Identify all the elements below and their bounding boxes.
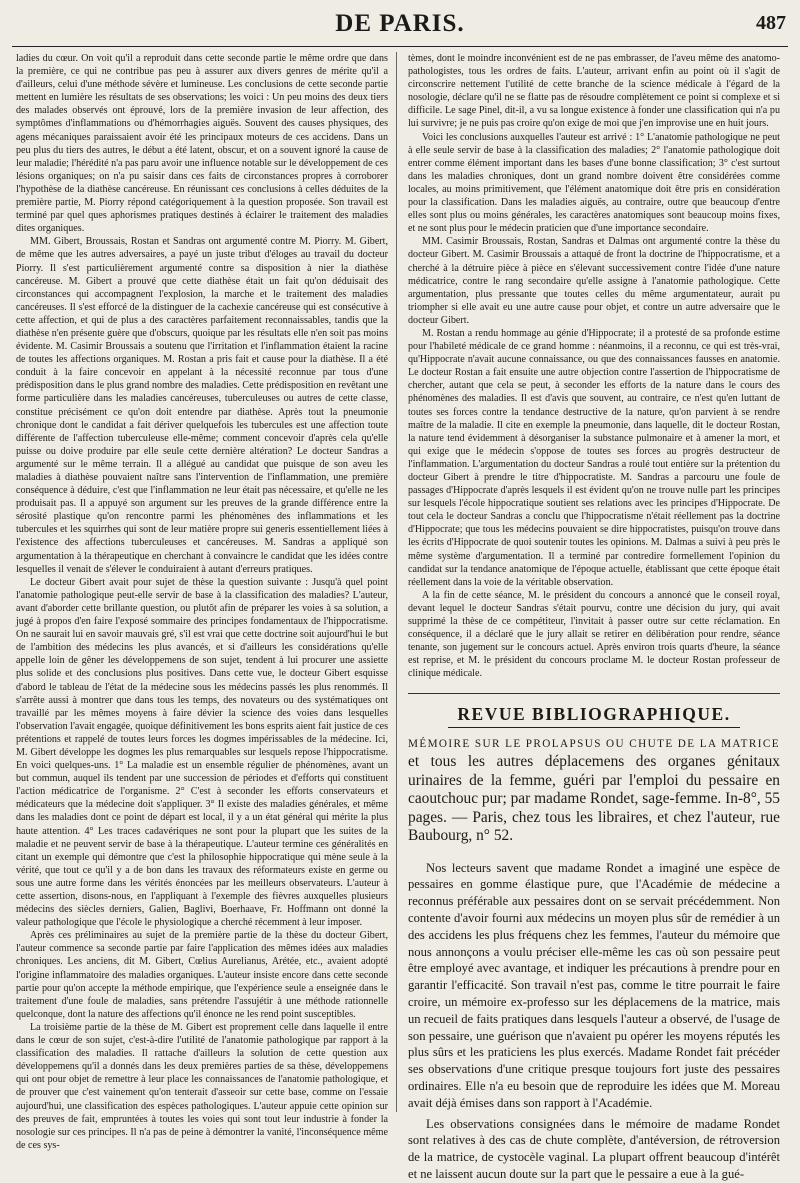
right-paragraph: Voici les conclusions auxquelles l'auteur est arrivé : 1° L'anatomie pathologique ne peut à elle seule servir de base à la classification des maladies; 2° l'anatomie pathologique doit entrer comme élément important dans les bases d'une bonne classification; 3° c'est surtout dans les maladies chroniques, dont un grand nombre doivent être considérées comme locales, au moins primitivement, que l'élément anatomique doit être pris en considération pour la classification. Dans les maladies aiguës, au contraire, outre que beaucoup d'entre elles sont plus ou moins générales, les caractères anatomiques sont beaucoup moins fixes, et ne sont plus pour le médecin praticien que d'une importance secondaire. [408, 131, 780, 235]
right-column [408, 52, 780, 1181]
book-title [408, 734, 780, 846]
review-body [408, 860, 780, 1183]
section-title-underline [448, 727, 740, 728]
section-title: REVUE BIBLIOGRAPHIQUE. [457, 703, 731, 724]
column-divider [396, 52, 397, 1112]
review-paragraph: Les observations consignées dans le mémoire de madame Rondet sont relatives à des cas de chute complète, d'antéversion, de rétroversion de la matrice, de cystocèle vaginal. La plupart offrent beaucoup d'intérêt et ne laissent aucun doute sur la part que le pessaire a eue à la gué- [408, 1116, 780, 1181]
book-title-rest: et tous les autres déplacemens des organes génitaux urinaires de la femme, guéri par l'emploi du pessaire en caoutchouc pur; par madame Rondet, sage-femme. In-8°, 55 pages. — Paris, chez tous les libraires, et chez l'auteur, rue Baubourg, n° 52. [408, 753, 780, 845]
right-paragraph: M. Rostan a rendu hommage au génie d'Hippocrate; il a protesté de sa profonde estime pour l'habileté médicale de ce grand homme : néanmoins, il a reconnu, ce qui est très-vrai, qu'Hippocrate n'avait aucune connaissance, ou que des connaissances fausses en anatomie. Le docteur Rostan a fait ensuite une autre objection contre l'assertion de l'hippocratisme de chercher, autant que cela se peut, à seconder les efforts de la nature dans le cours des phénomènes des maladies. Il est d'avis que souvent, au contraire, ce n'est qu'en luttant de toutes ses forces contre la tendance destructive de la nature, qu'on parvient à se rendre maître de la maladie. Il cite en exemple la pneumonie, dans laquelle, dit le docteur Rostan, la nature tend évidemment à désorganiser la substance pulmonaire et à amener la mort, et qui exige que le médecin s'oppose de toutes ses forces au progrès destructeur de l'inflammation. L'argumentation du docteur Sandras a roulé tout entière sur la prétention du docteur Gibert à prendre le titre d'hippocratiste. M. Sandras a parcouru une foule de passages d'Hippocrate d'après lesquels il est évident qu'on ne trouve nulle part les principes sur lesquels l'école hippocratique soutient ses relations avec les principes d'Hippocrate. De tout cela le docteur Sandras a conclu que l'hippocratisme n'était réellement pas la doctrine d'Hippocrate; que tous les médecins pouvaient se dire hippocratistes, puisqu'on trouve dans les écrits d'Hippocrate de quoi soutenir toutes les opinions. M. Dalmas a suivi à peu près le même système d'argumentation. Il a terminé par contredire formellement l'opinion du candidat sur la tendance anatomique de l'époque actuelle, établissant que cette époque était réellement dans la voie de la véritable observation. [408, 327, 780, 588]
header-rule [12, 46, 788, 47]
left-paragraph: Après ces préliminaires au sujet de la première partie de la thèse du docteur Gibert, l'auteur commence sa seconde partie par faire l'application des mêmes idées aux maladies chroniques. Les anciens, dit M. Gibert, Cœlius Aurelianus, Arétée, etc., avaient adopté l'origine inflammatoire des maladies organiques. L'auteur insiste encore dans cette seconde partie pour qu'on accepte la méthode empirique, que l'expérience seule a enseignée dans le traitement d'une foule de maladies, sans prétendre l'assujétir à une méthode rationnelle quelconque, dont la nature des affections qu'il énonce ne les rend point susceptibles. [16, 930, 388, 1020]
right-paragraph: MM. Casimir Broussais, Rostan, Sandras et Dalmas ont argumenté contre la thèse du docteur Gibert. M. Casimir Broussais a attaqué de front la doctrine de l'hippocratisme, et a cherché à la détruire pièce à pièce en s'élevant successivement contre l'idée d'une nature médicatrice, contre le rang secondaire qu'elle assigne à l'anatomie pathologique. Cette argumentation, plus pressante que toutes celles du même argumentateur, aurait pu triompher si elle avait eu une autre cause pour objet, et contre un autre adversaire que le docteur Gibert. [408, 236, 780, 326]
left-paragraph: Le docteur Gibert avait pour sujet de thèse la question suivante : Jusqu'à quel point l'anatomie pathologique peut-elle servir de base à la classification des maladies? L'auteur, avant d'aborder cette brillante question, ou plutôt afin de préparer les voies à sa solution, a jugé à propos d'en faire l'exposé sommaire des principes fondamentaux de l'hippocratisme. On ne saurait lui en savoir mauvais gré, s'il est vrai que cette doctrine soit aujourd'hui le but de l'ambition des médecins les plus avancés, et si d'ailleurs les considérations qu'elle appelle loin de gêner les développemens de son sujet, tendent à lui procurer une assiette plus solide et des conclusions plus positives. Dans cette vue, le docteur Gibert esquisse d'abord le tableau de l'état de la médecine sous les médecins passés les plus renommés. Il s'arrête aussi à montrer que dans tous les temps, des novateurs ou des systématiques ont travaillé par les mêmes moyens à faire dévier la science des voies dans lesquelles l'observation l'avait engagée, quoique définitivement les bons esprits aient fait justice de ces prétentions et rappelé de toutes leurs forces les dogmes impérissables de la médecine. Ici, M. Gibert développe les dogmes les plus remarquables sur lesquels repose l'hippocratisme. En voici quelques-uns. 1° La maladie est un ensemble régulier de phénomènes, avant un but commun, auquel ils tendent par une succession de périodes et d'efforts qui constituent l'action médicatrice de l'organisme. 2° C'est à seconder les efforts conservateurs et médicateurs que la médecine doit s'appliquer. 3° Il existe des maladies générales, et même dans les maladies dont ce point de départ est local, il y a un état général qui mérite la plus haute attention. 4° Les traces cadavériques ne sont pour la plupart que les suites de la maladie et ne peuvent servir de base à la thérapeutique. L'auteur termine ces généralités en citant un exemple qui démontre que c'est la philosophie hippocratique qui mène seule à la vérité, que tout ce qu'il y a de bon dans les travaux des réformateurs existe en germe ou sous une autre forme dans les vérités énoncées par les meilleurs observateurs. L'auteur à cette assertion, disons-nous, en l'appliquant à l'exemple des fièvres auxquelles plusieurs médecins des siècles derniers, Galien, Baglivi, Boerhaave, Fr. Hoffmann ont donné la valeur pathologique que l'école le physiologique a cherché récemment à leur imposer. [16, 576, 388, 929]
left-paragraph: La troisième partie de la thèse de M. Gibert est proprement celle dans laquelle il entre dans le cœur de son sujet, c'est-à-dire l'utilité de l'anatomie pathologique par rapport à la classification des maladies. Il rattache d'ailleurs la solution de cette question aux développemens qu'il a donnés dans les deux premières parties de sa thèse, développemens qui ont pour objet de remettre à leur place les connaissances de l'anatomie pathologique, et de prouver que c'est vainement qu'on tenterait d'asseoir sur cette base, comme on l'essaie aujourd'hui, une classification des espèces pathologiques. L'auteur appuie cette opinion sur des preuves de fait, empruntées à toutes les voies qui sont tout leur industrie à fonder la nosologie sur ces principes. Il n'a pas de peine à démontrer la vanité, l'inconséquence même de ces sys- [16, 1021, 388, 1151]
page-header [0, 0, 800, 46]
right-paragraph: A la fin de cette séance, M. le président du concours a annoncé que le conseil royal, devant lequel le docteur Sandras s'était pourvu, contre une décision du jury, qui avait supprimé la thèse de ce compétiteur, l'invitait à passer outre sur cette réclamation. En conséquence, il a déclaré que le jury allait se retirer en délibération pour rendre, séance tenante, son jugement sur le concours actuel. Après environ trois quarts d'heure, la séance est reprise, et M. le président du concours proclame M. le docteur Rostan professeur de clinique médicale. [408, 589, 780, 680]
bibliographic-review [408, 693, 780, 1183]
running-title: DE PARIS. [335, 10, 465, 37]
left-column [16, 52, 388, 1151]
left-paragraph: ladies du cœur. On voit qu'il a reproduit dans cette seconde partie le même ordre que dans la première, ce qui ne contribue pas peu à assurer aux divers genres de mérite qu'il a d'ailleurs, celui d'une méthode sévère et lumineuse. Les conclusions de cette seconde partie mettent en lumière les résultats de ses observations; les voici : Un peu moins des deux tiers des malades observés ont éprouvé, lors de la première invasion de leur affection, des symptômes d'inflammations ou d'hémorrhagies aiguës. Souvent des causes physiques, des agens mécaniques paraissaient avoir été les principaux moteurs de ces accidens. Dans un peu plus du tiers des autres, le début a été latent, obscur, et on a souvent ignoré la cause de leur maladie; l'hérédité n'a pas paru avoir une influence notable sur le développement de ces lésions organiques; on n'a pu saisir dans ces faits de circonstances propres à corroborer l'hypothèse de la diathèse cancéreuse. En réunissant ces conclusions à celles déduites de la première partie, M. Piorry répond catégoriquement à la question proposée. Son travail est terminé par quel ques aphorismes pratiques destinés à éclairer le traitement des maladies dites organiques. [16, 53, 388, 235]
review-paragraph: Nos lecteurs savent que madame Rondet a imaginé une espèce de pessaires en gomme élastique pure, que l'Académie de médecine a reconnus préférable aux pessaires dont on se servait précédemment. Non contente d'avoir fourni aux médecins un moyen plus sûr de remédier à un des accidens les plus fréquens chez les femmes, l'auteur du mémoire que nous annonçons a voulu préciser elle-même les cas où son pessaire peut être employé avec avantage, et indiquer les précautions à prendre pour en garantir l'efficacité. Son travail n'est pas, comme le titre pourrait le faire croire, un mémoire ex-professo sur les déplacemens de la matrice, mais un recueil de faits pratiques dans lesquels l'auteur a observé, de l'usage de son pessaire, une guérison que n'avaient pu opérer les moyens réputés les plus sûrs et les praticiens les plus exercés. Madame Rondet fait précéder ses observations d'une critique presque toujours fort juste des pessaires ordinaires. Elle n'a eu besoin que de reproduire les idées que M. Moreau avait déjà émises dans son rapport à l'Académie. [408, 860, 780, 1110]
right-paragraph: tèmes, dont le moindre inconvénient est de ne pas embrasser, de l'aveu même des anatomo-pathologistes, tous les ordres de faits. L'auteur, arrivant enfin au point où il s'agit de circonscrire nettement l'utilité de cette branche de la science médicale à l'égard de la nosologie, déclare qu'il ne se flatte pas de résoudre complètement ce point si complexe et si difficile. Le sage Pinel, dit-il, a vu sa longue existence à fonder une classification qui n'a pu lui survivre; je ne puis pas croire qu'on exige de moi que j'en improvise une en huit jours. [408, 53, 780, 130]
section-rule [408, 693, 780, 694]
left-paragraph: MM. Gibert, Broussais, Rostan et Sandras ont argumenté contre M. Piorry. M. Gibert, de même que les autres adversaires, a payé un juste tribut d'éloges au travail du docteur Piorry. Il s'est particulièrement argumenté contre sa disposition à nier la diathèse cancéreuse. M. Gibert a prouvé que cette diathèse était un fait qu'on déduisait des circonstances qui accompagnent l'explosion, la marche et le traitement des maladies cancéreuses. Il s'est efforcé de la distinguer de la cachexie cancéreuse qui est consécutive à cette affection, et qui de plus a des caractères parfaitement reconnaissables, tandis que la diathèse n'en présente guère que d'obscurs, quoique par les résultats elle n'en soit pas moins évidente. M. Casimir Broussais a soutenu que l'irritation et l'inflammation étaient la racine de toutes les affections organiques. M. Rostan a pris fait et cause pour la diathèse. Il a été conduit à la faire concevoir en appelant à la nécessité reconnue par tous d'une prédisposition dans le plus grand nombre des maladies. Cette prédisposition en revêtant une forme particulière dans les maladies cancéreuses, tuberculeuses ou autres de cette classe, constitue précisément ce qu'on doit entendre par diathèse. Après tout la pneumonie chronique dont le candidat a fait dériver quelquefois les tubercules est une affection toute différente de l'affection tuberculeuse elle-même; comment concevoir d'après cela qu'elle puisse ou doive produire par elle seule cette dernière altération? Le docteur Sandras a argumenté sur le même terrain. Il a allégué au candidat que puisque de son aveu les maladies à diathèse pouvaient naître sans l'intervention de l'inflammation, une première conséquence à déduire, c'est que l'inflammation ne leur était pas nécessaire, et qu'elle ne les produisait pas. Il a appuyé son argument sur les preuves de la grande différence entre la sérosité plastique qu'on rencontre parmi les phénomènes des inflammations et les tubercules et les squirrhes qui sont de leur matière propre sui generis essentiellement liées à l'existence des affections tuberculeuses et cancéreuses. M. Sandras a appliqué son argumentation à la thérapeutique en cherchant à convaincre le candidat que les idées contre lesquelles il venait de s'élever le conduiraient à autant d'erreurs pratiques. [16, 236, 388, 575]
book-title-caps: MÉMOIRE SUR LE PROLAPSUS OU CHUTE DE LA MATRICE [408, 737, 780, 750]
page-number: 487 [756, 12, 786, 34]
